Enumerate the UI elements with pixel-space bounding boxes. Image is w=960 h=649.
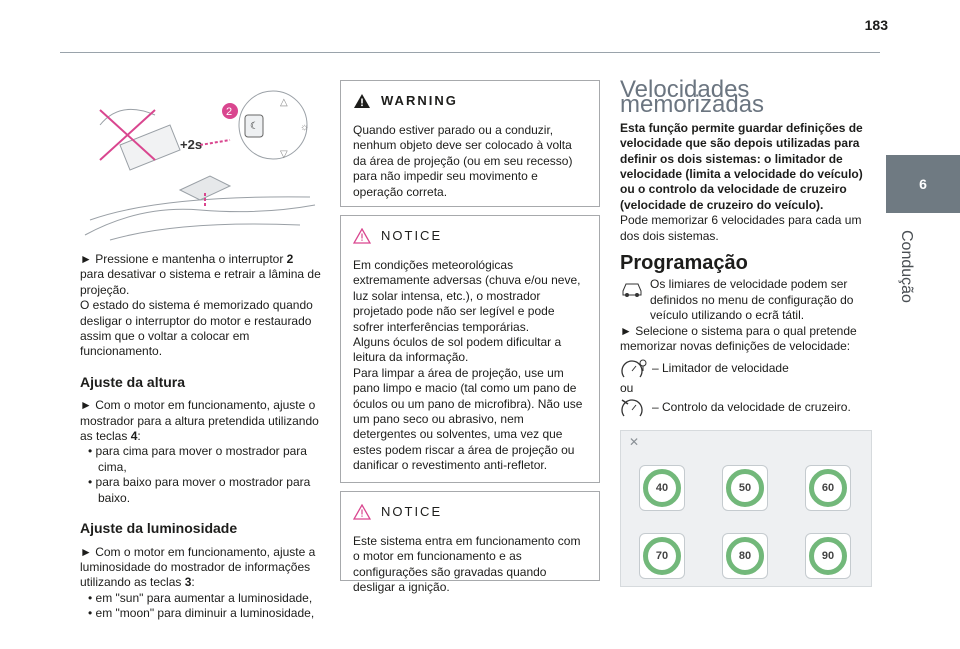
warning-box <box>340 80 600 207</box>
moon-icon: ☾ <box>250 121 259 132</box>
speed-cell-40[interactable] <box>639 465 685 511</box>
sun-icon: ☼ <box>300 122 310 133</box>
notice-title-1: NOTICE <box>381 228 443 244</box>
instruction-1: ► Pressione e mantenha o interruptor 2 para desativar o sistema e retrair a lâmina de projeção. <box>80 252 321 297</box>
notice-icon <box>353 228 371 244</box>
notice-text-1a: Em condições meteorológicas extremamente adversas (chuva e/ou neve, luz solar intensa, etc.), o mostrador projetado pode não ser legível e pode sofrer interferências temporárias. <box>353 258 581 334</box>
warning-text: Quando estiver parado ou a conduzir, nenhum objeto deve ser colocado à volta da área de projeção (ou em seu recesso) para não impedir seu movimento e operação correta. <box>353 123 573 199</box>
speed-cell-90[interactable] <box>805 533 851 579</box>
programming-heading: Programação <box>620 252 748 275</box>
illus-badge-2: 2 <box>226 106 233 118</box>
speed-cell-70[interactable] <box>639 533 685 579</box>
height-down-bullet: • para baixo para mover o mostrador para baixo. <box>88 475 311 505</box>
illus-hold-label: +2s <box>180 137 203 152</box>
notice-text-1c: Para limpar a área de projeção, use um pano limpo e macio (tal como um pano de óculos ou um pano de microfibra). Não use um pano seco ou abrasivo, nem detergentes ou solventes, uma vez que estes podem riscar a área de projeção ou danificar o revestimento anti-refletor. <box>353 365 583 473</box>
notice-text-1b: Alguns óculos de sol podem dificultar a leitura da informação. <box>353 335 562 365</box>
height-up-bullet: • para cima para mover o mostrador para cima, <box>88 444 307 474</box>
down-arrow-icon: ▽ <box>280 149 288 160</box>
speed-cell-80[interactable] <box>722 533 768 579</box>
hud-illustration <box>80 85 320 245</box>
state-memorized-text: O estado do sistema é memorizado quando desligar o interruptor do motor e restaurado assim que o voltar a colocar em funcionamento. <box>80 298 313 359</box>
speed-cell-60[interactable] <box>805 465 851 511</box>
speed-sign: 40 <box>643 469 681 507</box>
speed-sign: 60 <box>809 469 847 507</box>
header-rule <box>60 52 880 53</box>
cruise-control-icon <box>620 396 648 420</box>
speed-sign: 80 <box>726 537 764 575</box>
notice-title-2: NOTICE <box>381 504 443 520</box>
chapter-tab[interactable]: 6 <box>886 155 960 213</box>
up-arrow-icon: △ <box>280 97 288 108</box>
brightness-moon-bullet: • em "moon" para diminuir a luminosidade, <box>88 606 315 621</box>
speed-memory-screen <box>620 430 872 587</box>
speed-cell-50[interactable] <box>722 465 768 511</box>
or-text: ou <box>620 380 634 395</box>
cruise-label: – Controlo da velocidade de cruzeiro. <box>652 400 851 415</box>
speed-sign: 70 <box>643 537 681 575</box>
column-3 <box>620 76 865 420</box>
notice-icon <box>353 504 371 520</box>
notice-box-1 <box>340 215 600 483</box>
select-system-text: ► Selecione o sistema para o qual pretende memorizar novas definições de velocidade: <box>620 323 857 354</box>
cruise-row <box>620 396 865 420</box>
limiter-row <box>620 357 865 381</box>
page-number: 183 <box>864 17 888 33</box>
notice-box-2 <box>340 491 600 595</box>
height-instruction: ► Com o motor em funcionamento, ajuste o mostrador para a altura pretendida utilizando as teclas 4: <box>80 398 319 444</box>
notice-text-2: Este sistema entra em funcionamento com o motor em funcionamento e as configurações são gravadas quando desligar a ignição. <box>353 534 581 595</box>
close-icon[interactable]: ✕ <box>629 435 640 449</box>
speed-sign: 90 <box>809 537 847 575</box>
brightness-heading: Ajuste da luminosidade <box>80 520 238 537</box>
warning-icon <box>353 93 371 109</box>
brightness-sun-bullet: • em "sun" para aumentar a luminosidade, <box>88 590 313 605</box>
intro-text: Pode memorizar 6 velocidades para cada um dos dois sistemas. <box>620 213 862 243</box>
section-title: Velocidades memorizadas <box>620 76 765 119</box>
vehicle-settings-row <box>620 277 865 323</box>
warning-title: WARNING <box>381 93 458 109</box>
car-settings-icon <box>620 279 644 299</box>
thresholds-text: Os limiares de velocidade podem ser definidos no menu de configuração do veículo utilizando o ecrã tátil. <box>650 277 854 323</box>
brightness-instruction: ► Com o motor em funcionamento, ajuste a luminosidade do mostrador de informações utilizando as teclas 3: <box>80 544 316 590</box>
height-heading: Ajuste da altura <box>80 373 186 390</box>
limiter-label: – Limitador de velocidade <box>652 360 789 375</box>
intro-bold: Esta função permite guardar definições de velocidade que são depois utilizadas para definir os dois sistemas: o limitador de velocidade (limita a velocidade do veículo) ou o controlo da velocidade de cruzeiro (velocidade de cruzeiro do veículo). <box>620 120 863 212</box>
speed-limiter-icon <box>620 357 648 381</box>
column-1 <box>80 252 325 622</box>
chapter-label: Condução <box>898 230 915 303</box>
speed-sign: 50 <box>726 469 764 507</box>
